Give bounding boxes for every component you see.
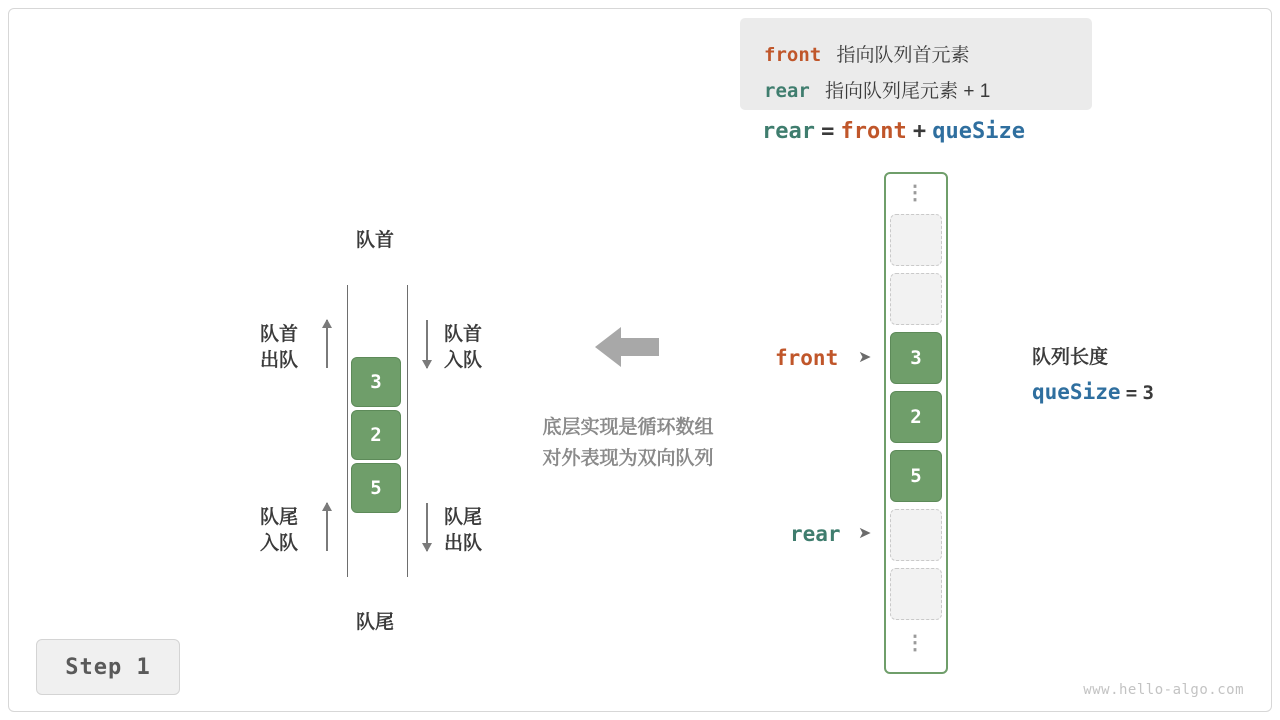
deque-head-pop-arrow xyxy=(326,320,328,368)
queue-length-title: 队列长度 xyxy=(1032,347,1109,368)
deque-tail-push-line2: 入队 xyxy=(259,533,298,554)
quesize-value-line xyxy=(1032,380,1154,405)
deque-tail-pop-arrow xyxy=(426,503,428,551)
deque-head-push-arrow xyxy=(426,320,428,368)
legend-front-desc: 指向队列首元素 xyxy=(836,45,970,66)
step-badge: Step 1 xyxy=(36,639,180,695)
legend-rear-token: rear xyxy=(764,80,810,102)
formula xyxy=(762,118,1025,144)
center-note-line2: 对外表现为双向队列 xyxy=(542,448,714,469)
legend-front-token: front xyxy=(764,44,822,66)
array-slot-4: 5 xyxy=(890,450,942,502)
deque-head-pop-label xyxy=(246,322,312,374)
array-slot-1 xyxy=(890,273,942,325)
array-slot-5 xyxy=(890,509,942,561)
array-top-dots: ⋮ xyxy=(905,182,927,204)
deque-cell-2: 5 xyxy=(351,463,401,513)
deque-tail-push-arrow xyxy=(326,503,328,551)
front-pointer-arrow-icon: ➤ xyxy=(858,349,872,366)
center-note xyxy=(498,412,758,474)
deque-right-rail xyxy=(407,285,408,577)
formula-front: front xyxy=(840,119,907,144)
deque-tail-pop-label xyxy=(444,505,510,557)
deque-tail-pop-line2: 出队 xyxy=(444,533,483,554)
legend-front-line xyxy=(764,40,970,67)
legend-rear-line xyxy=(764,76,990,103)
front-pointer-label: front xyxy=(775,346,839,370)
formula-rear: rear xyxy=(762,119,815,144)
deque-head-push-label xyxy=(444,322,510,374)
legend-box xyxy=(740,18,1092,110)
quesize-equals: = xyxy=(1125,382,1138,404)
quesize-value: 3 xyxy=(1142,382,1154,404)
array-slot-3: 2 xyxy=(890,391,942,443)
deque-cell-1: 2 xyxy=(351,410,401,460)
deque-tail-label: 队尾 xyxy=(355,612,394,633)
deque-head-push-line2: 入队 xyxy=(444,350,483,371)
deque-cell-0: 3 xyxy=(351,357,401,407)
formula-plus: + xyxy=(912,119,927,144)
deque-head-push-line1: 队首 xyxy=(444,324,483,345)
deque-left-rail xyxy=(347,285,348,577)
deque-head-pop-line1: 队首 xyxy=(259,324,298,345)
watermark: www.hello-algo.com xyxy=(1083,682,1244,698)
formula-quesize: queSize xyxy=(932,119,1025,144)
mapping-arrow-icon xyxy=(595,325,659,369)
rear-pointer-label: rear xyxy=(790,522,841,546)
deque-tail-push-label xyxy=(246,505,312,557)
deque-head-pop-line2: 出队 xyxy=(259,350,298,371)
deque-tail-pop-line1: 队尾 xyxy=(444,507,483,528)
array-slot-6 xyxy=(890,568,942,620)
center-note-line1: 底层实现是循环数组 xyxy=(542,417,714,438)
array-bottom-dots: ⋮ xyxy=(905,632,927,654)
array-slot-0 xyxy=(890,214,942,266)
deque-head-label: 队首 xyxy=(355,230,394,251)
formula-equals: = xyxy=(821,119,835,144)
legend-rear-desc: 指向队列尾元素 + 1 xyxy=(825,81,991,102)
rear-pointer-arrow-icon: ➤ xyxy=(858,525,872,542)
deque-tail-push-line1: 队尾 xyxy=(259,507,298,528)
array-slot-2: 3 xyxy=(890,332,942,384)
quesize-token: queSize xyxy=(1032,380,1121,404)
